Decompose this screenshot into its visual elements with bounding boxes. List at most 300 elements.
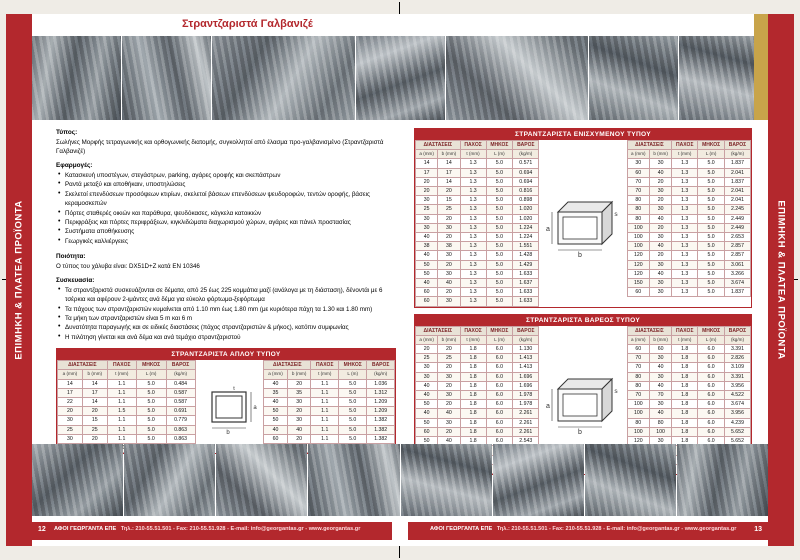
table-cell: 20 bbox=[416, 345, 438, 354]
applications-label: Εφαρμογές: bbox=[56, 162, 93, 170]
table-cell: 30 bbox=[416, 214, 438, 223]
col-a: a (mm) bbox=[627, 150, 649, 159]
col-group-dimensions: ΔΙΑΣΤΑΣΕΙΣ bbox=[416, 326, 461, 335]
product-photo bbox=[32, 36, 121, 120]
body-area bbox=[32, 122, 768, 445]
table-cell: 3.391 bbox=[724, 372, 750, 381]
col-group-weight: ΒΑΡΟΣ bbox=[166, 361, 195, 370]
table-row bbox=[416, 391, 539, 400]
table-cell: 20 bbox=[438, 288, 460, 297]
col-w: (kg/m) bbox=[724, 150, 750, 159]
table-cell: 1.1 bbox=[311, 416, 339, 425]
col-group-length: ΜΗΚΟΣ bbox=[486, 326, 513, 335]
table-body bbox=[58, 379, 196, 453]
table-row bbox=[627, 363, 750, 372]
table-cell: 1.3 bbox=[460, 260, 486, 269]
table-cell: 40 bbox=[649, 269, 671, 278]
table-cell: 25 bbox=[438, 354, 460, 363]
table-cell: 5.0 bbox=[698, 288, 725, 297]
list-item: • Ραντά μεταξύ και αποθήκαιν, υποστηλώσεις bbox=[65, 180, 396, 189]
table-cell: 20 bbox=[438, 260, 460, 269]
table-cell: 5.0 bbox=[136, 407, 166, 416]
col-w: (kg/m) bbox=[513, 335, 539, 344]
table-row bbox=[58, 398, 196, 407]
table-cell: 40 bbox=[416, 279, 438, 288]
table-simple-right bbox=[263, 360, 395, 453]
table-cell: 2.041 bbox=[724, 168, 750, 177]
table-cell: 5.0 bbox=[698, 214, 725, 223]
table-row bbox=[416, 409, 539, 418]
table-cell: 0.863 bbox=[166, 434, 195, 443]
table-cell: 2.041 bbox=[724, 196, 750, 205]
table-cell: 17 bbox=[438, 168, 460, 177]
table-row bbox=[58, 425, 196, 434]
table-cell: 2.543 bbox=[513, 437, 539, 446]
table-cell: 17 bbox=[58, 388, 83, 397]
col-b: b (mm) bbox=[438, 335, 460, 344]
table-cell: 3.674 bbox=[724, 279, 750, 288]
table-cell: 14 bbox=[438, 177, 460, 186]
table-cell: 2.449 bbox=[724, 214, 750, 223]
table-cell: 1.3 bbox=[672, 159, 698, 168]
table-cell: 1.3 bbox=[460, 297, 486, 306]
table-cell: 5.0 bbox=[486, 242, 513, 251]
gold-band bbox=[754, 36, 768, 120]
table-cell: 20 bbox=[438, 427, 460, 436]
table-cell: 5.0 bbox=[698, 168, 725, 177]
table-body bbox=[264, 379, 395, 453]
col-t: t (mm) bbox=[672, 150, 698, 159]
table-row bbox=[416, 297, 539, 306]
table-cell: 6.0 bbox=[486, 400, 513, 409]
table-row bbox=[416, 418, 539, 427]
table-cell: 6.0 bbox=[698, 391, 725, 400]
col-t: t (mm) bbox=[311, 370, 339, 379]
page-number-left: 12 bbox=[38, 526, 46, 533]
table-cell: 6.0 bbox=[698, 381, 725, 390]
col-group-length: ΜΗΚΟΣ bbox=[339, 361, 367, 370]
table-cell: 1.3 bbox=[672, 196, 698, 205]
table-cell: 1.3 bbox=[672, 269, 698, 278]
table-cell: 20 bbox=[438, 363, 460, 372]
table-cell: 1.1 bbox=[311, 407, 339, 416]
table-cell: 80 bbox=[627, 381, 649, 390]
table-cell: 17 bbox=[82, 388, 107, 397]
table-reinforced bbox=[414, 128, 752, 308]
table-row bbox=[416, 372, 539, 381]
table-cell: 0.571 bbox=[513, 159, 539, 168]
table-cell: 14 bbox=[82, 398, 107, 407]
table-row bbox=[58, 416, 196, 425]
table-cell: 20 bbox=[82, 407, 107, 416]
table-cell: 30 bbox=[58, 434, 83, 443]
table-cell: 6.0 bbox=[698, 363, 725, 372]
table-cell: 1.8 bbox=[672, 400, 698, 409]
table-cell: 20 bbox=[287, 434, 311, 443]
table-cell: 1.978 bbox=[513, 391, 539, 400]
table-row bbox=[416, 223, 539, 232]
col-w: (kg/m) bbox=[367, 370, 395, 379]
table-cell: 40 bbox=[264, 398, 288, 407]
table-cell: 1.8 bbox=[460, 427, 486, 436]
table-cell: 1.8 bbox=[460, 400, 486, 409]
table-cell: 6.0 bbox=[486, 354, 513, 363]
col-w: (kg/m) bbox=[166, 370, 195, 379]
table-row bbox=[264, 379, 395, 388]
table-cell: 0.694 bbox=[513, 177, 539, 186]
table-cell: 5.0 bbox=[698, 279, 725, 288]
table-cell: 20 bbox=[438, 381, 460, 390]
table-cell: 5.652 bbox=[724, 427, 750, 436]
col-group-thickness: ΠΑΧΟΣ bbox=[460, 326, 486, 335]
table-group-row bbox=[264, 361, 395, 370]
table-reinforced-right bbox=[627, 140, 751, 297]
table-cell: 1.3 bbox=[460, 233, 486, 242]
table-row bbox=[416, 168, 539, 177]
table-cell: 5.0 bbox=[339, 379, 367, 388]
table-cell: 1.3 bbox=[460, 168, 486, 177]
product-photo bbox=[493, 444, 584, 516]
product-photo bbox=[446, 36, 588, 120]
contact-info-right: Τηλ.: 210-55.51.501 - Fax: 210-55.51.928 - E-mail: info@georgantas.gr - www.georgantas.gr bbox=[496, 526, 737, 532]
table-cell: 35 bbox=[264, 388, 288, 397]
page-title: Στραντζαριστά Γαλβανιζέ bbox=[182, 18, 313, 30]
table-cell: 5.652 bbox=[724, 437, 750, 446]
svg-text:b: b bbox=[578, 252, 582, 260]
table-cell: 25 bbox=[416, 205, 438, 214]
col-l: L (m) bbox=[698, 150, 725, 159]
product-photo bbox=[308, 444, 399, 516]
table-row bbox=[627, 400, 750, 409]
table-cell: 5.0 bbox=[486, 205, 513, 214]
table-cell: 2.261 bbox=[513, 427, 539, 436]
table-cell: 1.428 bbox=[513, 251, 539, 260]
table-cell: 0.694 bbox=[513, 168, 539, 177]
table-row bbox=[627, 196, 750, 205]
product-photo bbox=[124, 444, 215, 516]
table-cell: 5.0 bbox=[486, 233, 513, 242]
table-cell: 80 bbox=[649, 418, 671, 427]
list-item: • Η πιλότηση γίνεται και ανά δέμα και ανά τεμάχιο στραντζαριστού bbox=[65, 333, 396, 342]
table-cell: 80 bbox=[627, 372, 649, 381]
col-a: a (mm) bbox=[58, 370, 83, 379]
table-row bbox=[627, 269, 750, 278]
table-cell: 0.587 bbox=[166, 388, 195, 397]
table-cell: 5.0 bbox=[486, 260, 513, 269]
table-cell: 20 bbox=[649, 251, 671, 260]
table-simple-left bbox=[57, 360, 196, 453]
table-sub-row bbox=[627, 150, 750, 159]
table-cell: 40 bbox=[649, 363, 671, 372]
packaging-label: Συσκευασία: bbox=[56, 277, 95, 285]
col-group-weight: ΒΑΡΟΣ bbox=[367, 361, 395, 370]
product-photo bbox=[589, 36, 678, 120]
table-cell: 1.1 bbox=[311, 425, 339, 434]
table-cell: 80 bbox=[627, 418, 649, 427]
section-diagram-rect bbox=[544, 186, 622, 260]
table-cell: 5.0 bbox=[136, 388, 166, 397]
table-simple-title: ΣΤΡΑΝΤΖΑΡΙΣΤΑ ΑΠΛΟΥ ΤΥΠΟΥ bbox=[57, 349, 395, 360]
table-row bbox=[58, 407, 196, 416]
table-cell: 1.1 bbox=[107, 434, 136, 443]
table-cell: 40 bbox=[264, 425, 288, 434]
crop-mark bbox=[399, 544, 400, 558]
table-cell: 40 bbox=[438, 279, 460, 288]
table-cell: 1.3 bbox=[672, 242, 698, 251]
table-cell: 30 bbox=[649, 159, 671, 168]
table-row bbox=[416, 400, 539, 409]
table-heavy-title: ΣΤΡΑΝΤΖΑΡΙΣΤΑ ΒΑΡΕΟΣ ΤΥΠΟΥ bbox=[415, 315, 751, 326]
table-cell: 1.3 bbox=[672, 177, 698, 186]
packaging-list bbox=[56, 286, 396, 343]
section-diagram-rect-heavy bbox=[544, 363, 622, 437]
svg-text:b: b bbox=[226, 429, 231, 436]
table-cell: 30 bbox=[438, 251, 460, 260]
table-cell: 120 bbox=[627, 251, 649, 260]
table-row bbox=[416, 354, 539, 363]
table-cell: 0.587 bbox=[166, 398, 195, 407]
table-row bbox=[627, 288, 750, 297]
table-row bbox=[627, 381, 750, 390]
table-cell: 1.8 bbox=[460, 345, 486, 354]
table-row bbox=[416, 251, 539, 260]
table-row bbox=[627, 159, 750, 168]
table-cell: 5.0 bbox=[486, 251, 513, 260]
table-cell: 5.0 bbox=[486, 297, 513, 306]
table-cell: 5.0 bbox=[698, 260, 725, 269]
table-cell: 40 bbox=[649, 409, 671, 418]
table-cell: 40 bbox=[649, 168, 671, 177]
table-row bbox=[627, 372, 750, 381]
col-t: t (mm) bbox=[460, 150, 486, 159]
table-cell: 1.020 bbox=[513, 205, 539, 214]
table-cell: 6.0 bbox=[486, 363, 513, 372]
table-cell: 1.633 bbox=[513, 269, 539, 278]
table-row bbox=[416, 242, 539, 251]
product-photo bbox=[216, 444, 307, 516]
list-item: • Πόρτες σταθερές οικιών και παράθυρα, ψευδόκασες, κάγκελα κατοικιών bbox=[65, 209, 396, 218]
product-photo bbox=[212, 36, 354, 120]
col-l: L (m) bbox=[339, 370, 367, 379]
table-cell: 50 bbox=[416, 437, 438, 446]
list-item: • Τα στραντζαριστά συσκευάζονται σε δέματα, από 25 έως 225 κομμάτια μαζί (ανάλογα με τη διάσταση), δένοντάι με 6 τσέρκια και αφέρουν 2-ιμάντες ανά δέμα για εύκολο φόρτωμα-ξεφόρτωμα bbox=[65, 286, 396, 305]
table-cell: 20 bbox=[438, 233, 460, 242]
table-cell: 60 bbox=[264, 434, 288, 443]
table-cell: 1.8 bbox=[460, 354, 486, 363]
table-cell: 1.3 bbox=[460, 288, 486, 297]
table-cell: 30 bbox=[416, 223, 438, 232]
col-t: t (mm) bbox=[460, 335, 486, 344]
table-cell: 6.0 bbox=[486, 345, 513, 354]
table-row bbox=[627, 233, 750, 242]
col-w: (kg/m) bbox=[513, 150, 539, 159]
table-row bbox=[264, 407, 395, 416]
table-head bbox=[416, 326, 539, 344]
table-cell: 1.8 bbox=[672, 427, 698, 436]
table-cell: 6.0 bbox=[698, 372, 725, 381]
table-cell: 60 bbox=[649, 345, 671, 354]
col-group-dimensions: ΔΙΑΣΤΑΣΕΙΣ bbox=[627, 141, 672, 150]
top-photo-strip bbox=[32, 36, 768, 120]
table-simple bbox=[56, 348, 396, 454]
table-cell: 6.0 bbox=[486, 427, 513, 436]
table-cell: 5.0 bbox=[339, 407, 367, 416]
table-row bbox=[627, 242, 750, 251]
col-b: b (mm) bbox=[649, 150, 671, 159]
table-cell: 6.0 bbox=[486, 418, 513, 427]
product-photo bbox=[32, 444, 123, 516]
table-cell: 60 bbox=[627, 168, 649, 177]
table-cell: 1.1 bbox=[311, 434, 339, 443]
col-w: (kg/m) bbox=[724, 335, 750, 344]
right-column bbox=[414, 128, 752, 475]
table-cell: 30 bbox=[438, 418, 460, 427]
table-cell: 5.0 bbox=[698, 223, 725, 232]
table-row bbox=[416, 345, 539, 354]
table-cell: 1.3 bbox=[672, 168, 698, 177]
table-cell: 1.3 bbox=[460, 242, 486, 251]
table-cell: 1.8 bbox=[672, 345, 698, 354]
table-cell: 5.0 bbox=[698, 196, 725, 205]
table-cell: 100 bbox=[627, 242, 649, 251]
table-cell: 40 bbox=[649, 381, 671, 390]
table-cell: 5.0 bbox=[136, 398, 166, 407]
table-cell: 1.3 bbox=[460, 279, 486, 288]
table-cell: 80 bbox=[627, 196, 649, 205]
table-row bbox=[416, 381, 539, 390]
table-cell: 40 bbox=[649, 242, 671, 251]
table-cell: 1.3 bbox=[460, 214, 486, 223]
table-cell: 1.637 bbox=[513, 279, 539, 288]
table-cell: 5.0 bbox=[486, 214, 513, 223]
table-cell: 1.1 bbox=[311, 398, 339, 407]
table-cell: 1.036 bbox=[367, 379, 395, 388]
table-cell: 1.8 bbox=[672, 372, 698, 381]
table-cell: 60 bbox=[416, 297, 438, 306]
col-group-thickness: ΠΑΧΟΣ bbox=[311, 361, 339, 370]
table-cell: 2.261 bbox=[513, 418, 539, 427]
table-cell: 1.5 bbox=[107, 407, 136, 416]
table-cell: 6.0 bbox=[698, 427, 725, 436]
page-content bbox=[32, 14, 768, 546]
col-a: a (mm) bbox=[264, 370, 288, 379]
table-cell: 5.0 bbox=[698, 251, 725, 260]
table-cell: 70 bbox=[627, 363, 649, 372]
table-cell: 1.8 bbox=[672, 354, 698, 363]
table-cell: 1.8 bbox=[672, 418, 698, 427]
table-cell: 25 bbox=[438, 205, 460, 214]
col-group-dimensions: ΔΙΑΣΤΑΣΕΙΣ bbox=[416, 141, 461, 150]
table-row bbox=[264, 398, 395, 407]
table-cell: 30 bbox=[649, 400, 671, 409]
table-cell: 6.0 bbox=[486, 391, 513, 400]
table-row bbox=[416, 177, 539, 186]
applications-list bbox=[56, 171, 396, 246]
type-label: Τύπος: bbox=[56, 129, 78, 136]
table-cell: 1.837 bbox=[724, 177, 750, 186]
table-cell: 14 bbox=[82, 379, 107, 388]
product-photo bbox=[677, 444, 768, 516]
table-cell: 40 bbox=[416, 381, 438, 390]
table-cell: 5.0 bbox=[698, 205, 725, 214]
table-cell: 1.8 bbox=[672, 437, 698, 446]
table-cell: 30 bbox=[649, 279, 671, 288]
table-cell: 2.245 bbox=[724, 205, 750, 214]
list-item: • Συστήματα αποθήκευσης bbox=[65, 227, 396, 236]
table-cell: 0.863 bbox=[166, 425, 195, 434]
table-cell: 1.696 bbox=[513, 372, 539, 381]
table-cell: 5.0 bbox=[136, 434, 166, 443]
table-cell: 100 bbox=[627, 233, 649, 242]
product-photo bbox=[585, 444, 676, 516]
table-row bbox=[416, 260, 539, 269]
table-cell: 5.0 bbox=[698, 187, 725, 196]
table-row bbox=[416, 159, 539, 168]
table-row bbox=[627, 345, 750, 354]
table-cell: 1.551 bbox=[513, 242, 539, 251]
table-row bbox=[416, 233, 539, 242]
table-cell: 1.3 bbox=[460, 251, 486, 260]
table-cell: 5.0 bbox=[136, 425, 166, 434]
table-cell: 3.674 bbox=[724, 400, 750, 409]
table-cell: 5.0 bbox=[339, 398, 367, 407]
table-row bbox=[264, 425, 395, 434]
col-t: t (mm) bbox=[672, 335, 698, 344]
table-cell: 50 bbox=[416, 260, 438, 269]
list-item: • Κατασκευή υποστέγων, στεγάστρων, parking, αγάρες οροφής και σκεπάστρων bbox=[65, 171, 396, 180]
table-cell: 80 bbox=[627, 214, 649, 223]
table-cell: 3.109 bbox=[724, 363, 750, 372]
col-b: b (mm) bbox=[649, 335, 671, 344]
table-body bbox=[416, 159, 539, 306]
table-row bbox=[627, 260, 750, 269]
table-cell: 14 bbox=[438, 159, 460, 168]
list-item: • Δυνατότητα παραγωγής και σε ειδικές διαστάσεις (πάχος στραντζαριστών & μήκος), κατόπιν συμφωνίας bbox=[65, 323, 396, 332]
list-item: • Σκελετοί επενδύσεων προσόψεων κτιρίων, σκελετοί βάσεων επενδύσεων ψευδοροφών, τεντών οροφής, βάσεις κεραμοσκεπών bbox=[65, 190, 396, 209]
table-cell: 0.779 bbox=[166, 416, 195, 425]
col-group-weight: ΒΑΡΟΣ bbox=[513, 326, 539, 335]
col-group-dimensions: ΔΙΑΣΤΑΣΕΙΣ bbox=[627, 326, 672, 335]
table-row bbox=[416, 205, 539, 214]
table-cell: 1.8 bbox=[672, 391, 698, 400]
table-head bbox=[58, 361, 196, 379]
table-row bbox=[416, 187, 539, 196]
table-cell: 5.0 bbox=[698, 177, 725, 186]
table-cell: 20 bbox=[649, 177, 671, 186]
svg-text:b: b bbox=[578, 428, 582, 436]
table-cell: 20 bbox=[58, 407, 83, 416]
table-cell: 20 bbox=[416, 177, 438, 186]
table-cell: 1.1 bbox=[107, 379, 136, 388]
table-cell: 6.0 bbox=[698, 354, 725, 363]
table-cell: 50 bbox=[416, 400, 438, 409]
table-cell: 1.8 bbox=[460, 409, 486, 418]
table-cell: 5.0 bbox=[698, 269, 725, 278]
col-b: b (mm) bbox=[438, 150, 460, 159]
col-group-dimensions: ΔΙΑΣΤΑΣΕΙΣ bbox=[58, 361, 108, 370]
table-cell: 2.857 bbox=[724, 251, 750, 260]
table-cell: 1.1 bbox=[107, 388, 136, 397]
list-item: • Τα πάχους των στραντζαριστών κυμαίνεται από 1.10 mm έως 1.80 mm (με κυριότερα πάχη τα 1.30 και 1.80 mm) bbox=[65, 305, 396, 314]
table-cell: 5.0 bbox=[698, 159, 725, 168]
table-cell: 6.0 bbox=[698, 409, 725, 418]
table-cell: 14 bbox=[416, 159, 438, 168]
table-cell: 3.391 bbox=[724, 345, 750, 354]
table-group-row bbox=[416, 326, 539, 335]
table-cell: 40 bbox=[416, 391, 438, 400]
table-head bbox=[627, 141, 750, 159]
table-cell: 1.1 bbox=[107, 425, 136, 434]
